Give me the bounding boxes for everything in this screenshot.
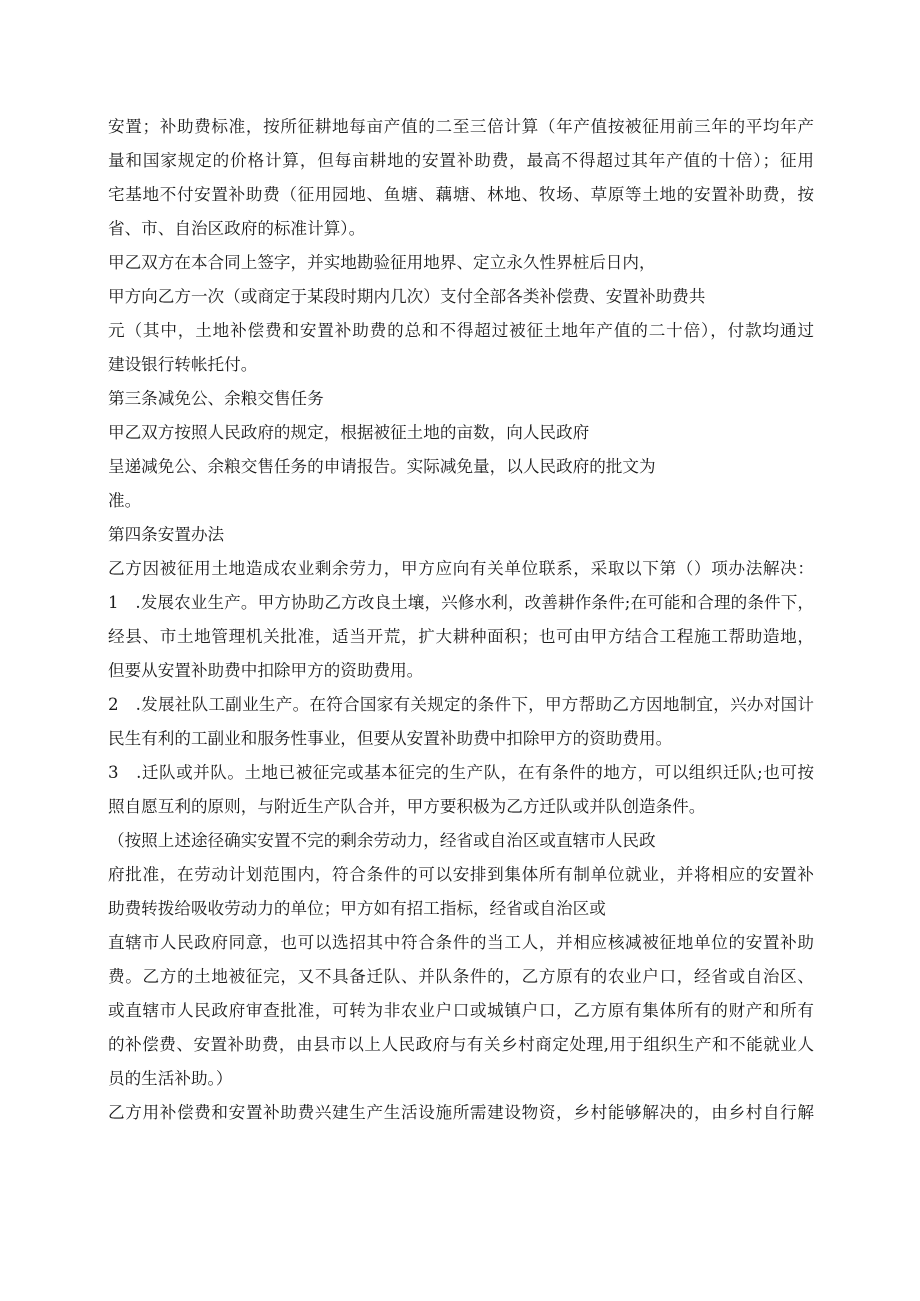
text-line: 府批准，在劳动计划范围内，符合条件的可以安排到集体所有制单位就业，并将相应的安置补 bbox=[108, 865, 814, 884]
text-line: 乙方因被征用土地造成农业剩余劳力，甲方应向有关单位联系，采取以下第（）项办法解决： bbox=[108, 559, 814, 578]
text-line: 量和国家规定的价格计算，但每亩耕地的安置补助费，最高不得超过其年产值的十倍）；征用 bbox=[108, 151, 814, 170]
text-line: 乙方用补偿费和安置补助费兴建生产生活设施所需建设物资，乡村能够解决的，由乡村自行解 bbox=[108, 1103, 814, 1122]
text-line: 但要从安置补助费中扣除甲方的资助费用。 bbox=[108, 661, 424, 680]
text-line: 甲方向乙方一次（或商定于某段时期内几次）支付全部各类补偿费、安置补助费共 bbox=[108, 287, 706, 306]
text-line: 经县、市土地管理机关批准，适当开荒，扩大耕种面积；也可由甲方结合工程施工帮助造地， bbox=[108, 627, 814, 646]
text-line: 民生有利的工副业和服务性事业，但要从安置补助费中扣除甲方的资助费用。 bbox=[108, 729, 673, 748]
text-line: 助费转拨给吸收劳动力的单位；甲方如有招工指标，经省或自治区或 bbox=[108, 899, 606, 918]
text-line: 的补偿费、安置补助费，由县市以上人民政府与有关乡村商定处理,用于组织生产和不能就业人 bbox=[108, 1035, 814, 1054]
text-line: 或直辖市人民政府审查批准，可转为非农业户口或城镇户口，乙方原有集体所有的财产和所有 bbox=[108, 1001, 814, 1020]
text-line: 元（其中，土地补偿费和安置补助费的总和不得超过被征土地年产值的二十倍），付款均通过 bbox=[108, 321, 814, 340]
list-item: 1 .发展农业生产。甲方协助乙方改良土壤，兴修水利，改善耕作条件;在可能和合理的条件下， bbox=[108, 593, 814, 612]
text-line: 宅基地不付安置补助费（征用园地、鱼塘、藕塘、林地、牧场、草原等土地的安置补助费，按 bbox=[108, 185, 814, 204]
text-line: 准。 bbox=[108, 491, 142, 510]
text-line: 照自愿互利的原则，与附近生产队合并，甲方要积极为乙方迁队或并队创造条件。 bbox=[108, 797, 706, 816]
text-line: 员的生活补助。） bbox=[108, 1069, 233, 1088]
document-body bbox=[108, 110, 814, 1130]
text-line: 省、市、自治区政府的标准计算）。 bbox=[108, 219, 366, 238]
text-line: 直辖市人民政府同意，也可以选招其中符合条件的当工人，并相应核减被征地单位的安置补助 bbox=[108, 933, 814, 952]
text-line: 甲乙双方在本合同上签字，并实地勘验征用地界、定立永久性界桩后日内， bbox=[108, 253, 656, 272]
section-heading: 第四条安置办法 bbox=[108, 525, 225, 544]
text-line: 甲乙双方按照人民政府的规定，根据被征土地的亩数，向人民政府 bbox=[108, 423, 590, 442]
list-item: 2 .发展社队工副业生产。在符合国家有关规定的条件下，甲方帮助乙方因地制宜，兴办对国计 bbox=[108, 695, 814, 714]
text-line: （按照上述途径确实安置不完的剩余劳动力，经省或自治区或直辖市人民政 bbox=[108, 831, 656, 850]
section-heading: 第三条减免公、余粮交售任务 bbox=[108, 389, 324, 408]
text-line: 呈递减免公、余粮交售任务的申请报告。实际减免量，以人民政府的批文为 bbox=[108, 457, 656, 476]
text-line: 建设银行转帐托付。 bbox=[108, 355, 258, 374]
list-item: 3 .迁队或并队。土地已被征完或基本征完的生产队，在有条件的地方，可以组织迁队;也可按 bbox=[108, 763, 814, 782]
text-line: 费。乙方的土地被征完，又不具备迁队、并队条件的，乙方原有的农业户口，经省或自治区、 bbox=[108, 967, 814, 986]
text-line: 安置；补助费标准，按所征耕地每亩产值的二至三倍计算（年产值按被征用前三年的平均年产 bbox=[108, 117, 814, 136]
